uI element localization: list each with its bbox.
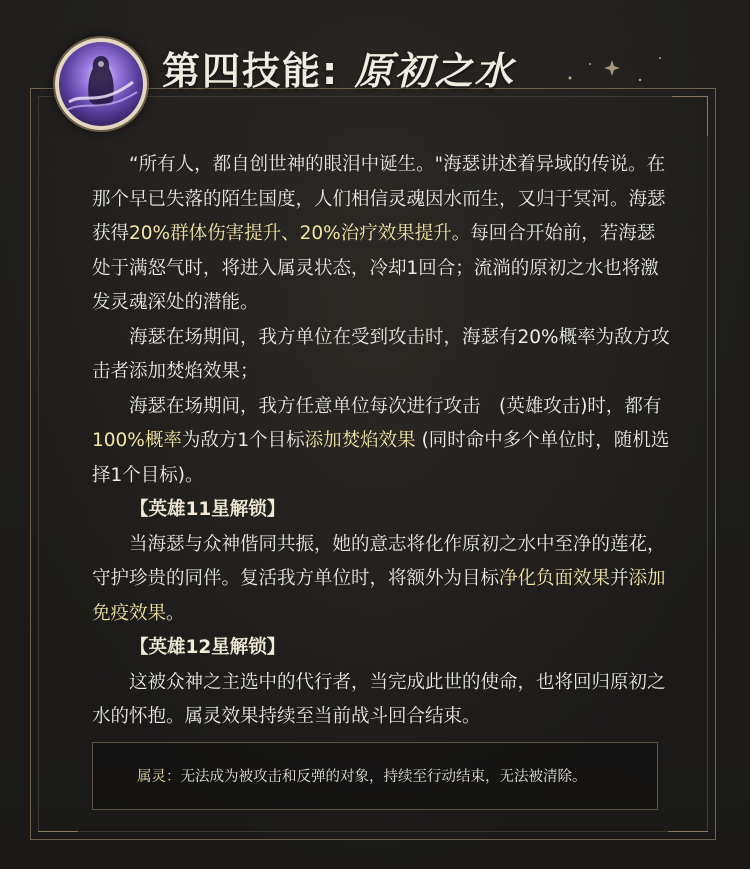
highlight-text: 100%概率 [92,430,182,451]
unlock-12-star-text [92,666,672,735]
frame-accent-bottom-left [38,831,78,832]
highlight-text: 添加焚焰效果 [304,430,416,451]
status-note-box [92,742,658,810]
frame-accent-right [707,96,708,136]
unlock-11-star-text [92,528,672,632]
skill-title-prefix: 第四技能: [162,49,355,93]
paragraph-text: (同时命中多个单位时，随机选择1个目标)。 [92,430,670,486]
highlight-text: 净化负面效果 [499,568,611,589]
paragraph-text: 。每回合开始前，若海瑟处于满怒气时，将进入属灵状态，冷却1回合；流淌的原初之水也将激发灵魂深处的潜能。 [92,223,659,313]
skill-portrait-icon [55,38,147,130]
note-text: 无法成为被攻击和反弹的对象，持续至行动结束，无法被清除。 [180,769,587,785]
unlock-12-star-label: 【英雄12星解锁】 [130,637,286,658]
paragraph-text: 当海瑟与众神偕同共振，她的意志将化作原初之水中至净的莲花，守护珍贵的同伴。复活我方单位时，将额外为目标 [92,533,666,589]
skill-title [162,40,514,95]
paragraph-text: “所有人，都自创世神的眼泪中诞生。"海瑟讲述着异域的传说。在那个早已失落的陌生国度，人们相信灵魂因水而生，又归于冥河。海瑟获得 [92,154,666,244]
highlight-text: 添加免疫效果 [92,568,666,624]
paragraph-text: 并 [610,568,629,589]
description-paragraph-3 [92,390,672,494]
paragraph-text: 海瑟在场期间，我方单位在受到攻击时，海瑟有20%概率为敌方攻击者添加焚焰效果； [92,326,670,382]
paragraph-text: 为敌方1个目标 [181,430,305,451]
sparkle-decoration-icon [560,50,670,90]
paragraph-text: 这被众神之主选中的代行者，当完成此世的使命，也将回归原初之水的怀抱。属灵效果持续至当前战斗回合结束。 [92,671,666,727]
description-paragraph-1 [92,148,672,321]
frame-accent-bottom-right [668,831,708,832]
paragraph-text: 海瑟在场期间，我方任意单位每次进行攻击 (英雄攻击)时，都有 [129,395,662,417]
frame-accent-top-right [672,96,708,97]
skill-description [92,148,672,735]
paragraph-text: 。 [166,602,185,624]
unlock-11-star-label: 【英雄11星解锁】 [130,499,286,520]
description-paragraph-2 [92,321,672,390]
note-label: 属灵： [137,769,181,785]
highlight-text: 20%群体伤害提升、20%治疗效果提升 [129,223,452,244]
skill-title-name: 原初之水 [354,49,515,93]
